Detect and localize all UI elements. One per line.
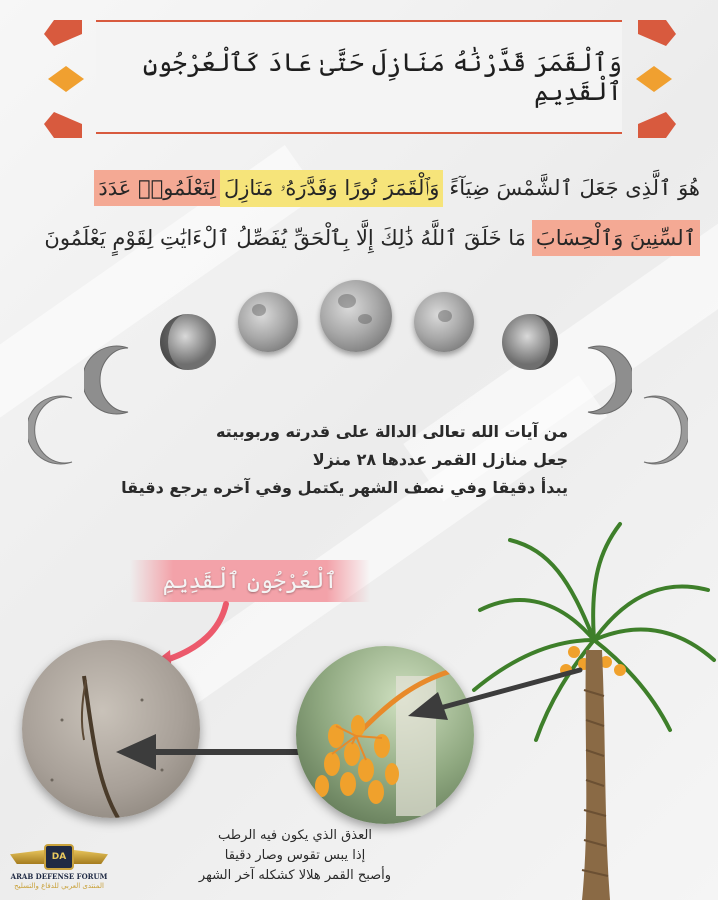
red-tab-icon: [44, 20, 82, 46]
fact-line-3: يبدأ دقيقا وفي نصف الشهر يكتمل وفي آخره يرجع دقيقا: [121, 478, 568, 497]
wing-icon: [10, 850, 44, 864]
logo-name: ARAB DEFENSE FORUM: [10, 872, 108, 881]
red-tab-icon: [638, 20, 676, 46]
old-stalk-label: [130, 560, 370, 602]
thin-crescent-right: [632, 394, 688, 466]
verse-text: هُوَ ٱلَّذِى جَعَلَ ٱلشَّمْسَ ضِيَآءً: [449, 176, 700, 200]
crater: [338, 294, 356, 308]
crater: [358, 314, 372, 324]
full-moon: [320, 280, 392, 352]
verse-highlight-salmon: ٱلسِّنِينَ وَٱلْحِسَابَ: [532, 220, 700, 256]
left-decoration: [38, 16, 98, 142]
caption-line-2: إذا يبس تقوس وصار دقيقا: [224, 848, 366, 863]
verse-text: مَا خَلَقَ ٱللَّهُ ذَٰلِكَ إِلَّا بِٱلْحَقِّ يُفَصِّلُ ٱلْءَايَٰتِ لِقَوْمٍ يَعْلَمُونَ: [44, 226, 526, 250]
verse-title: وَٱلْقَمَرَ قَدَّرْنَٰهُ مَنَازِلَ حَتَّىٰ عَادَ كَٱلْعُرْجُونِ ٱلْقَدِيمِ: [142, 48, 622, 106]
crescent-moon-right: [572, 344, 632, 416]
arrow-left-icon: [404, 664, 584, 724]
logo-badge: DA: [44, 844, 74, 870]
dry-stalk-icon: [22, 640, 200, 818]
crater: [438, 310, 452, 322]
fact-line-2: جعل منازل القمر عددها ٢٨ منزلا: [312, 450, 568, 469]
orange-diamond-icon: [48, 66, 84, 92]
crater: [252, 304, 266, 316]
verse-highlight-salmon: لِتَعْلَمُوا۟ عَدَدَ: [94, 170, 220, 206]
verse-highlight-yellow: وَٱلْقَمَرَ نُورًا وَقَدَّرَهُۥ مَنَازِلَ: [220, 170, 443, 207]
arrow-left-icon: [112, 730, 312, 774]
orange-diamond-icon: [636, 66, 672, 92]
crescent-moon-left: [84, 344, 144, 416]
gibbous-moon-left: [158, 312, 218, 372]
title-banner: [96, 20, 622, 134]
moon-phase: [238, 292, 298, 352]
gibbous-moon-right: [500, 312, 560, 372]
logo-subtitle: المنتدى العربي للدفاع والتسليح: [14, 882, 104, 890]
caption-line-3: وأصبح القمر هلالا كشكله آخر الشهر: [198, 868, 392, 883]
dry-stalk-photo: [22, 640, 200, 818]
moon-phase: [414, 292, 474, 352]
old-stalk-text: ٱلْعُرْجُونِ ٱلْقَدِيمِ: [162, 568, 338, 594]
wing-icon: [74, 850, 108, 864]
red-tab-icon: [44, 112, 82, 138]
verse-line-2: [18, 213, 700, 263]
forum-logo: [4, 840, 114, 896]
red-tab-icon: [638, 112, 676, 138]
verse-line-1: [18, 163, 700, 213]
right-decoration: [622, 16, 682, 142]
fact-line-1: من آيات الله تعالى الدالة على قدرته وربوبيته: [215, 422, 568, 441]
caption-line-1: العذق الذي يكون فيه الرطب: [218, 828, 372, 843]
